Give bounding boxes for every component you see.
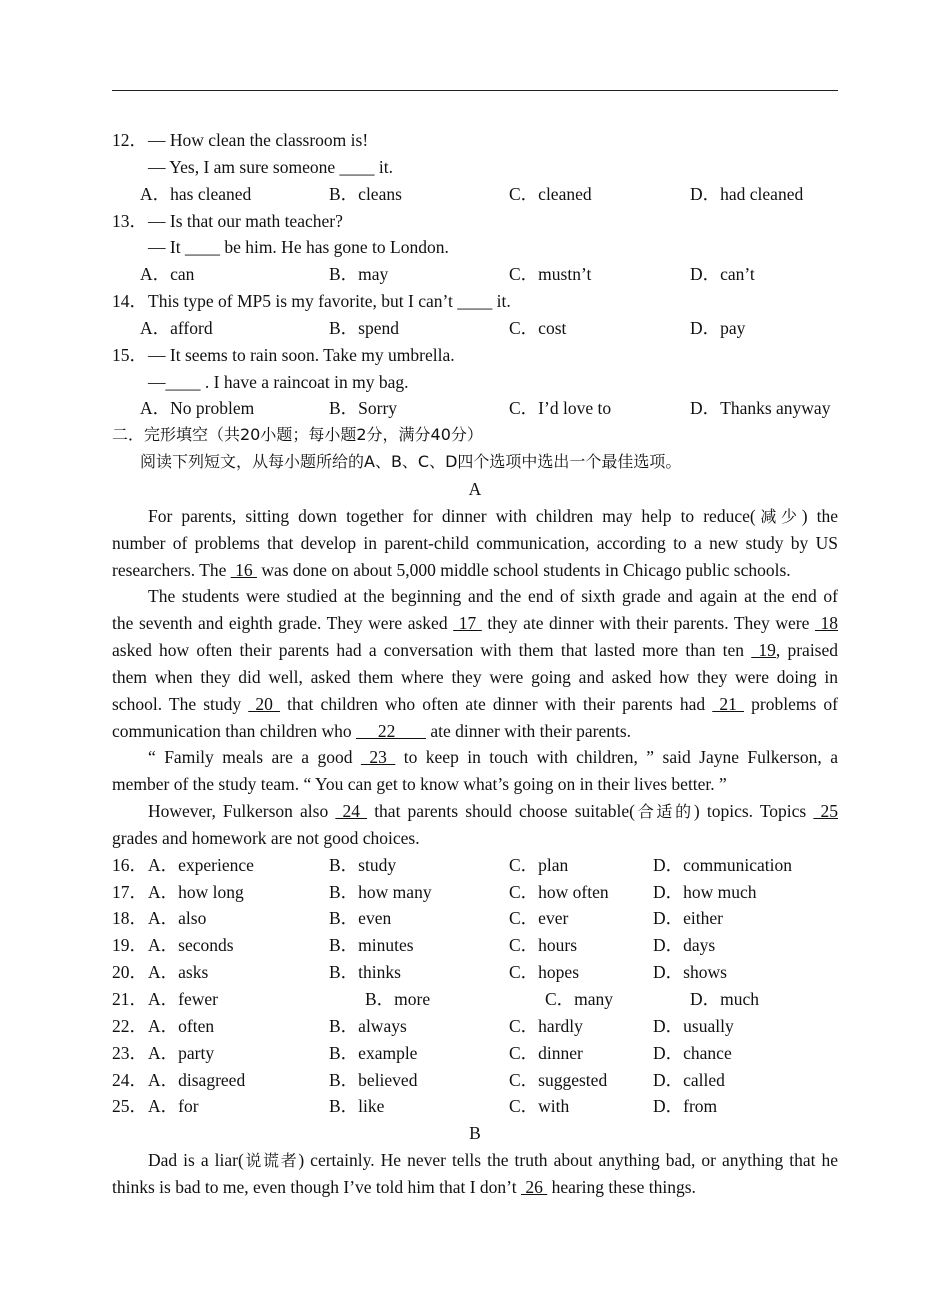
option: A．asks [148,962,209,983]
option: C．I’d love to [509,398,612,419]
question-text: — How clean the classroom is! [148,130,369,150]
passage-text: problems of [744,693,838,714]
question-number: 24． [112,1069,147,1090]
blank-number: 16 [230,559,257,580]
option: C．cost [509,317,567,338]
question-number: 23． [112,1042,147,1063]
passage-text: ) certainly. He never tells the truth about anything bad, or anything that he [298,1150,838,1171]
passage-text: 合适的 [634,802,694,822]
option: B．cleans [329,183,402,204]
cloze-options-row [112,1067,838,1094]
passage-line [112,610,838,637]
option: A．party [148,1042,215,1063]
option: B．Sorry [329,398,398,419]
option: D．Thanks anyway [690,398,831,419]
option: B．may [329,264,389,285]
passage-text: was done on about 5,000 middle school students in Chicago public schools. [256,559,791,580]
option: B．example [329,1042,418,1063]
option: A．experience [148,854,254,875]
option: A．No problem [140,398,255,419]
option: D．usually [653,1015,734,1036]
option: B．study [329,854,397,875]
passage-title: B [469,1123,481,1144]
blank-number: 17 [453,613,482,634]
passage-text: that parents should choose suitable( [367,801,635,822]
option: D．much [690,989,760,1009]
passage-text: school. The study [112,693,249,714]
option: B．always [329,1015,407,1036]
question-text: — Is that our math teacher? [148,210,343,231]
passage-text: ) the [801,505,838,526]
cloze-options-row [112,852,838,879]
passage-line [112,557,838,584]
blank-number: 24 [335,801,368,822]
option: A．afford [140,317,213,338]
cloze-options-row [112,932,838,959]
passage-text: researchers. The [112,559,231,580]
cloze-options-row [112,959,838,986]
passage-text: ate dinner with their parents. [425,720,632,741]
header-rule [112,90,838,91]
question-number: 25． [112,1096,147,1117]
option: C．suggested [509,1069,608,1090]
option: A．has cleaned [140,183,252,204]
question-line [112,369,838,396]
option: C．hardly [509,1015,583,1036]
passage-text: the seventh and eighth grade. They were asked [112,613,454,634]
passage-text: 说谎者 [243,1151,299,1171]
passage-line [112,503,838,530]
passage-text: 减少 [755,506,802,526]
option: D．how much [653,881,757,902]
question-number: 14． [112,291,147,312]
question-number: 20． [112,962,147,983]
passage-line [112,637,838,664]
cloze-options-row [112,1093,838,1120]
option: B．minutes [329,935,414,956]
passage-line [112,1147,838,1174]
passage-text: they ate dinner with their parents. They were [481,613,815,634]
option: B．even [329,908,392,929]
option: D．either [653,908,723,929]
passage-line [112,530,838,557]
blank-number: 26 [520,1176,548,1197]
passage-text: The students were studied at the beginning and the end of sixth grade and again at the end of [148,586,838,607]
question-text: —____ . I have a raincoat in my bag. [148,371,409,392]
passage-text: hearing these things. [547,1176,696,1197]
question-number: 18． [112,908,147,929]
option: A．seconds [148,935,234,956]
question-number: 16． [112,854,147,875]
option: D．pay [690,317,746,338]
passage-text: that children who often ate dinner with their parents had [280,693,713,714]
option: C．cleaned [509,183,592,204]
passage-text: number of problems that develop in parent-child communication, according to a new study by US [112,532,838,553]
option: C．plan [509,854,569,875]
question-line [112,127,838,154]
cloze-options-row [112,879,838,906]
option: A．disagreed [148,1069,246,1090]
question-number: 13． [112,210,147,231]
cloze-options-row [112,1013,838,1040]
option: C．with [509,1096,570,1117]
passage-text: , praised [775,640,838,661]
blank-number: 18 [814,613,838,634]
option: A．for [148,1096,199,1117]
option: B．more [365,989,431,1009]
passage-text: ) topics. Topics [693,801,814,822]
blank-number: 20 [248,693,281,714]
option: C．many [545,989,614,1009]
blank-number: 23 [360,747,396,768]
question-text: — It seems to rain soon. Take my umbrella. [148,344,455,365]
option: D．from [653,1096,718,1117]
option: A．can [140,264,195,285]
question-text: This type of MP5 is my favorite, but I can’t ____ it. [148,291,511,312]
option: A．fewer [148,989,218,1009]
passage-line [112,691,838,718]
option: C．how often [509,881,609,902]
option: B．how many [329,881,432,902]
passage-line [112,798,838,825]
passage-line [112,744,838,771]
option: D．had cleaned [690,183,804,204]
passage-text: them when they did well, asked them where they were going and asked how they were doing in [112,666,838,687]
option: B．believed [329,1069,418,1090]
passage-text: Dad is a liar( [148,1150,244,1171]
question-line [112,342,838,369]
question-number: 19． [112,935,147,956]
question-text: — Yes, I am sure someone ____ it. [148,156,393,177]
blank-number: 21 [712,693,745,714]
options-row [112,315,838,342]
option: C．ever [509,908,569,929]
option: D．shows [653,962,727,983]
passage-text: communication than children who [112,720,356,741]
passage-text: thinks is bad to me, even though I’ve told him that I don’t [112,1176,521,1197]
passage-text: For parents, sitting down together for dinner with children may help to reduce( [148,505,756,526]
section-instruction: 阅读下列短文，从每小题所给的A、B、C、D四个选项中选出一个最佳选项。 [140,452,682,472]
option: D．called [653,1069,725,1090]
blank-number: 22 [355,720,426,741]
passage-text: “ Family meals are a good [148,747,361,768]
passage-text: asked how often their parents had a conversation with them that lasted more than ten [112,640,752,661]
option: D．chance [653,1042,732,1063]
passage-text: grades and homework are not good choices. [112,827,420,848]
blank-number: 19 [751,640,776,661]
question-line [112,208,838,235]
option: A．how long [148,881,244,902]
option: D．communication [653,854,793,875]
question-line [112,154,838,181]
passage-title: A [468,478,482,499]
question-number: 22． [112,1015,147,1036]
passage-text: member of the study team. “ You can get to know what’s going on in their lives better. ” [112,774,727,795]
option: C．hours [509,935,578,956]
option: D．can’t [690,264,755,285]
passage-text: However, Fulkerson also [148,801,336,822]
question-number: 12． [112,130,147,150]
passage-line [112,1174,838,1201]
passage-line [112,718,838,745]
cloze-options-row [112,905,838,932]
options-row [112,261,838,288]
passage-line [112,825,838,852]
question-number: 17． [112,881,147,902]
question-line [112,288,838,315]
passage-line [112,771,838,798]
question-line [112,234,838,261]
blank-number: 25 [813,801,838,822]
section-heading: 二．完形填空（共20小题；每小题2分，满分40分） [112,425,483,445]
cloze-options-row [112,1040,838,1067]
option: A．also [148,908,207,929]
option: A．often [148,1015,215,1036]
option: B．like [329,1096,385,1117]
question-number: 21． [112,989,147,1009]
options-row [112,181,838,208]
exam-page [112,127,838,1201]
question-text: — It ____ be him. He has gone to London. [148,237,449,258]
passage-text: to keep in touch with children, ” said Jayne Fulkerson, a [395,747,838,768]
option: C．mustn’t [509,264,592,285]
option: C．dinner [509,1042,583,1063]
options-row [112,395,838,422]
passage-line [112,664,838,691]
cloze-options-row [112,986,838,1013]
option: C．hopes [509,962,579,983]
option: B．thinks [329,962,401,983]
option: D．days [653,935,716,956]
option: B．spend [329,317,399,338]
question-number: 15． [112,344,147,365]
passage-line [112,583,838,610]
